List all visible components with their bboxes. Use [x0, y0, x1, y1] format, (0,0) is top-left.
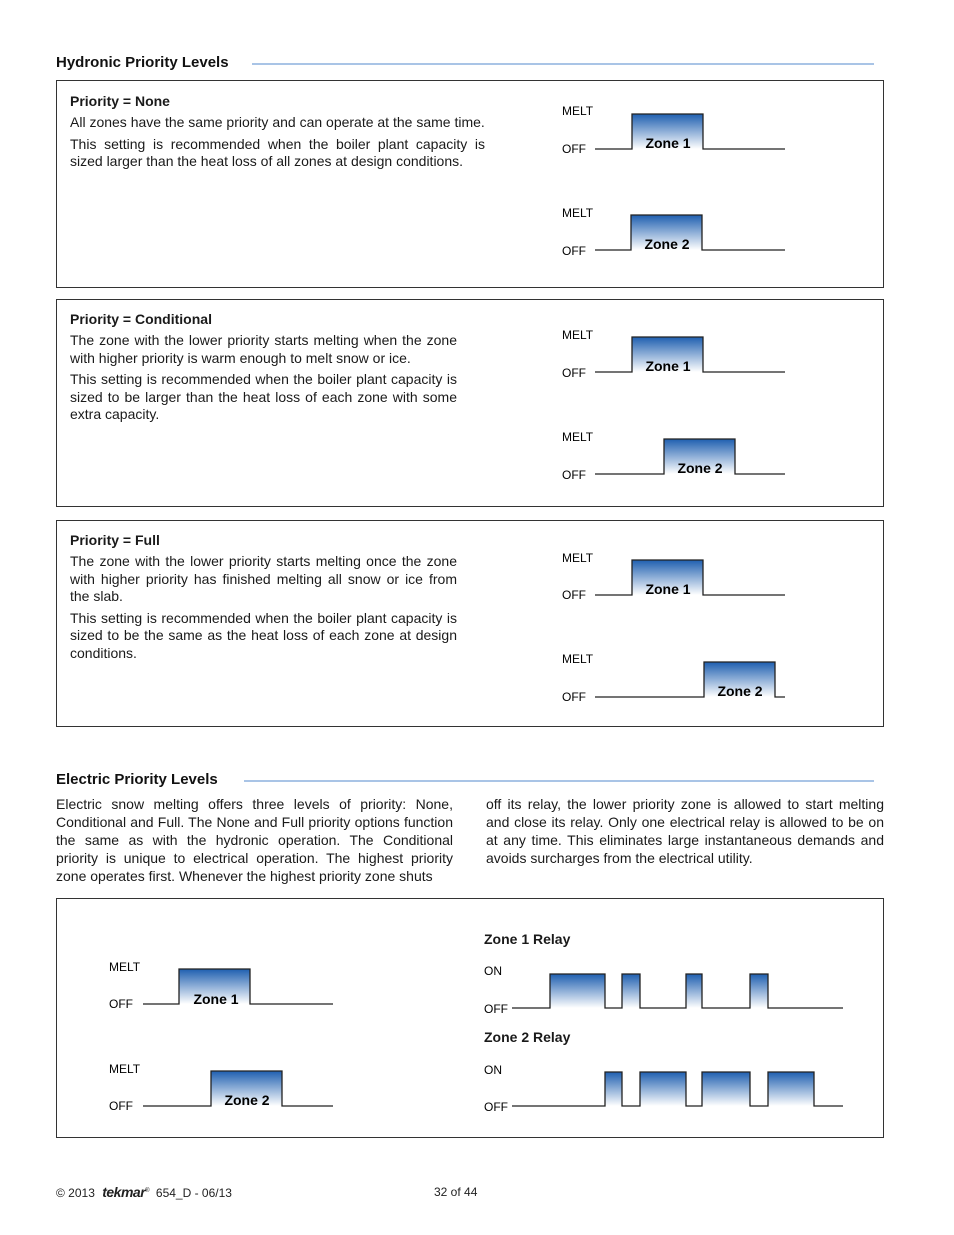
zone2-relay-pulse [768, 1072, 814, 1106]
melt-label: MELT [562, 206, 594, 220]
hydronic-section-title: Hydronic Priority Levels [56, 54, 229, 71]
on-label: ON [484, 1063, 502, 1077]
melt-label: MELT [109, 960, 141, 974]
priority-full-para1: The zone with the lower priority starts melting once the zone with higher priority has finished melting all snow or ice from the slab. [70, 553, 457, 604]
priority-full-description [70, 553, 457, 666]
zone2-relay-title: Zone 2 Relay [484, 1029, 571, 1045]
footer-doc-number: 654_D - 06/13 [155, 1186, 232, 1200]
zone1-relay-pulse [550, 974, 605, 1008]
electric-title-rule [244, 780, 874, 782]
priority-full-para2: This setting is recommended when the boiler plant capacity is sized to be the same as the heat loss of each zone at design conditions. [70, 609, 457, 661]
melt-label: MELT [562, 652, 594, 666]
priority-conditional-description [70, 332, 457, 428]
priority-full-title: Priority = Full [70, 532, 160, 548]
zone2-label: Zone 2 [717, 683, 763, 699]
zone1-relay-pulse [750, 974, 768, 1008]
zone1-relay-pulse [686, 974, 702, 1008]
off-label: OFF [109, 997, 133, 1011]
electric-diagram-panel [56, 898, 884, 1138]
zone1-label: Zone 1 [645, 581, 691, 597]
electric-intro-column-2: off its relay, the lower priority zone is allowed to start melting and close its relay. Only one electrical relay is allowed to be on at any time. This eliminates large instantaneous demands and avoids surcharges from the electrical utility. [486, 796, 884, 866]
melt-label: MELT [562, 430, 594, 444]
zone2-label: Zone 2 [224, 1092, 270, 1108]
priority-none-title: Priority = None [70, 93, 170, 109]
priority-full-timing-diagram [547, 546, 867, 726]
tekmar-logo: tekmar [102, 1184, 146, 1200]
zone1-label: Zone 1 [193, 991, 239, 1007]
priority-none-para1: All zones have the same priority and can operate at the same time. [70, 114, 485, 130]
electric-intro-column-1: Electric snow melting offers three levels of priority: None, Conditional and Full. The None and Full priority options function the same as with the hydronic operation. The Conditional priority is unique to electrical operation. The highest priority zone operates first. Whenever the highest priority zone shuts [56, 796, 453, 884]
zone2-relay-pulse [640, 1072, 686, 1106]
off-label: OFF [109, 1099, 133, 1113]
priority-full-panel [56, 520, 884, 727]
off-label: OFF [484, 1002, 508, 1016]
zone1-label: Zone 1 [645, 358, 691, 374]
priority-conditional-para1: The zone with the lower priority starts melting when the zone with higher priority is warm enough to melt snow or ice. [70, 332, 457, 366]
melt-label: MELT [109, 1062, 141, 1076]
melt-label: MELT [562, 328, 594, 342]
off-label: OFF [484, 1100, 508, 1114]
priority-conditional-title: Priority = Conditional [70, 311, 212, 327]
melt-label: MELT [562, 104, 594, 118]
electric-section-title: Electric Priority Levels [56, 771, 218, 788]
off-label: OFF [562, 690, 586, 704]
melt-label: MELT [562, 551, 594, 565]
priority-conditional-timing-diagram [547, 323, 867, 503]
priority-none-panel [56, 80, 884, 288]
priority-conditional-para2: This setting is recommended when the boiler plant capacity is sized to be larger than the heat loss of each zone with some extra capacity. [70, 371, 457, 422]
off-label: OFF [562, 142, 586, 156]
footer-copyright: © 2013 [56, 1186, 95, 1200]
zone2-label: Zone 2 [677, 460, 723, 476]
zone2-relay-pulse [605, 1072, 622, 1106]
priority-conditional-panel [56, 299, 884, 507]
electric-zone-timing-diagram [97, 954, 357, 1119]
zone1-label: Zone 1 [645, 135, 691, 151]
relay-timing-diagram [477, 954, 857, 1119]
footer-left: © 2013 tekmar® 654_D - 06/13 [56, 1184, 232, 1200]
zone1-relay-pulse [622, 974, 640, 1008]
hydronic-title-rule [252, 63, 874, 65]
off-label: OFF [562, 366, 586, 380]
off-label: OFF [562, 244, 586, 258]
zone1-relay-title: Zone 1 Relay [484, 931, 571, 947]
priority-none-para2: This setting is recommended when the boiler plant capacity is sized larger than the heat loss of all zones at design conditions. [70, 135, 485, 169]
zone2-label: Zone 2 [644, 236, 690, 252]
on-label: ON [484, 964, 502, 978]
off-label: OFF [562, 588, 586, 602]
priority-none-description [70, 114, 485, 175]
off-label: OFF [562, 468, 586, 482]
footer-page-number: 32 of 44 [434, 1185, 478, 1199]
zone2-relay-pulse [702, 1072, 750, 1106]
priority-none-timing-diagram [547, 99, 867, 279]
